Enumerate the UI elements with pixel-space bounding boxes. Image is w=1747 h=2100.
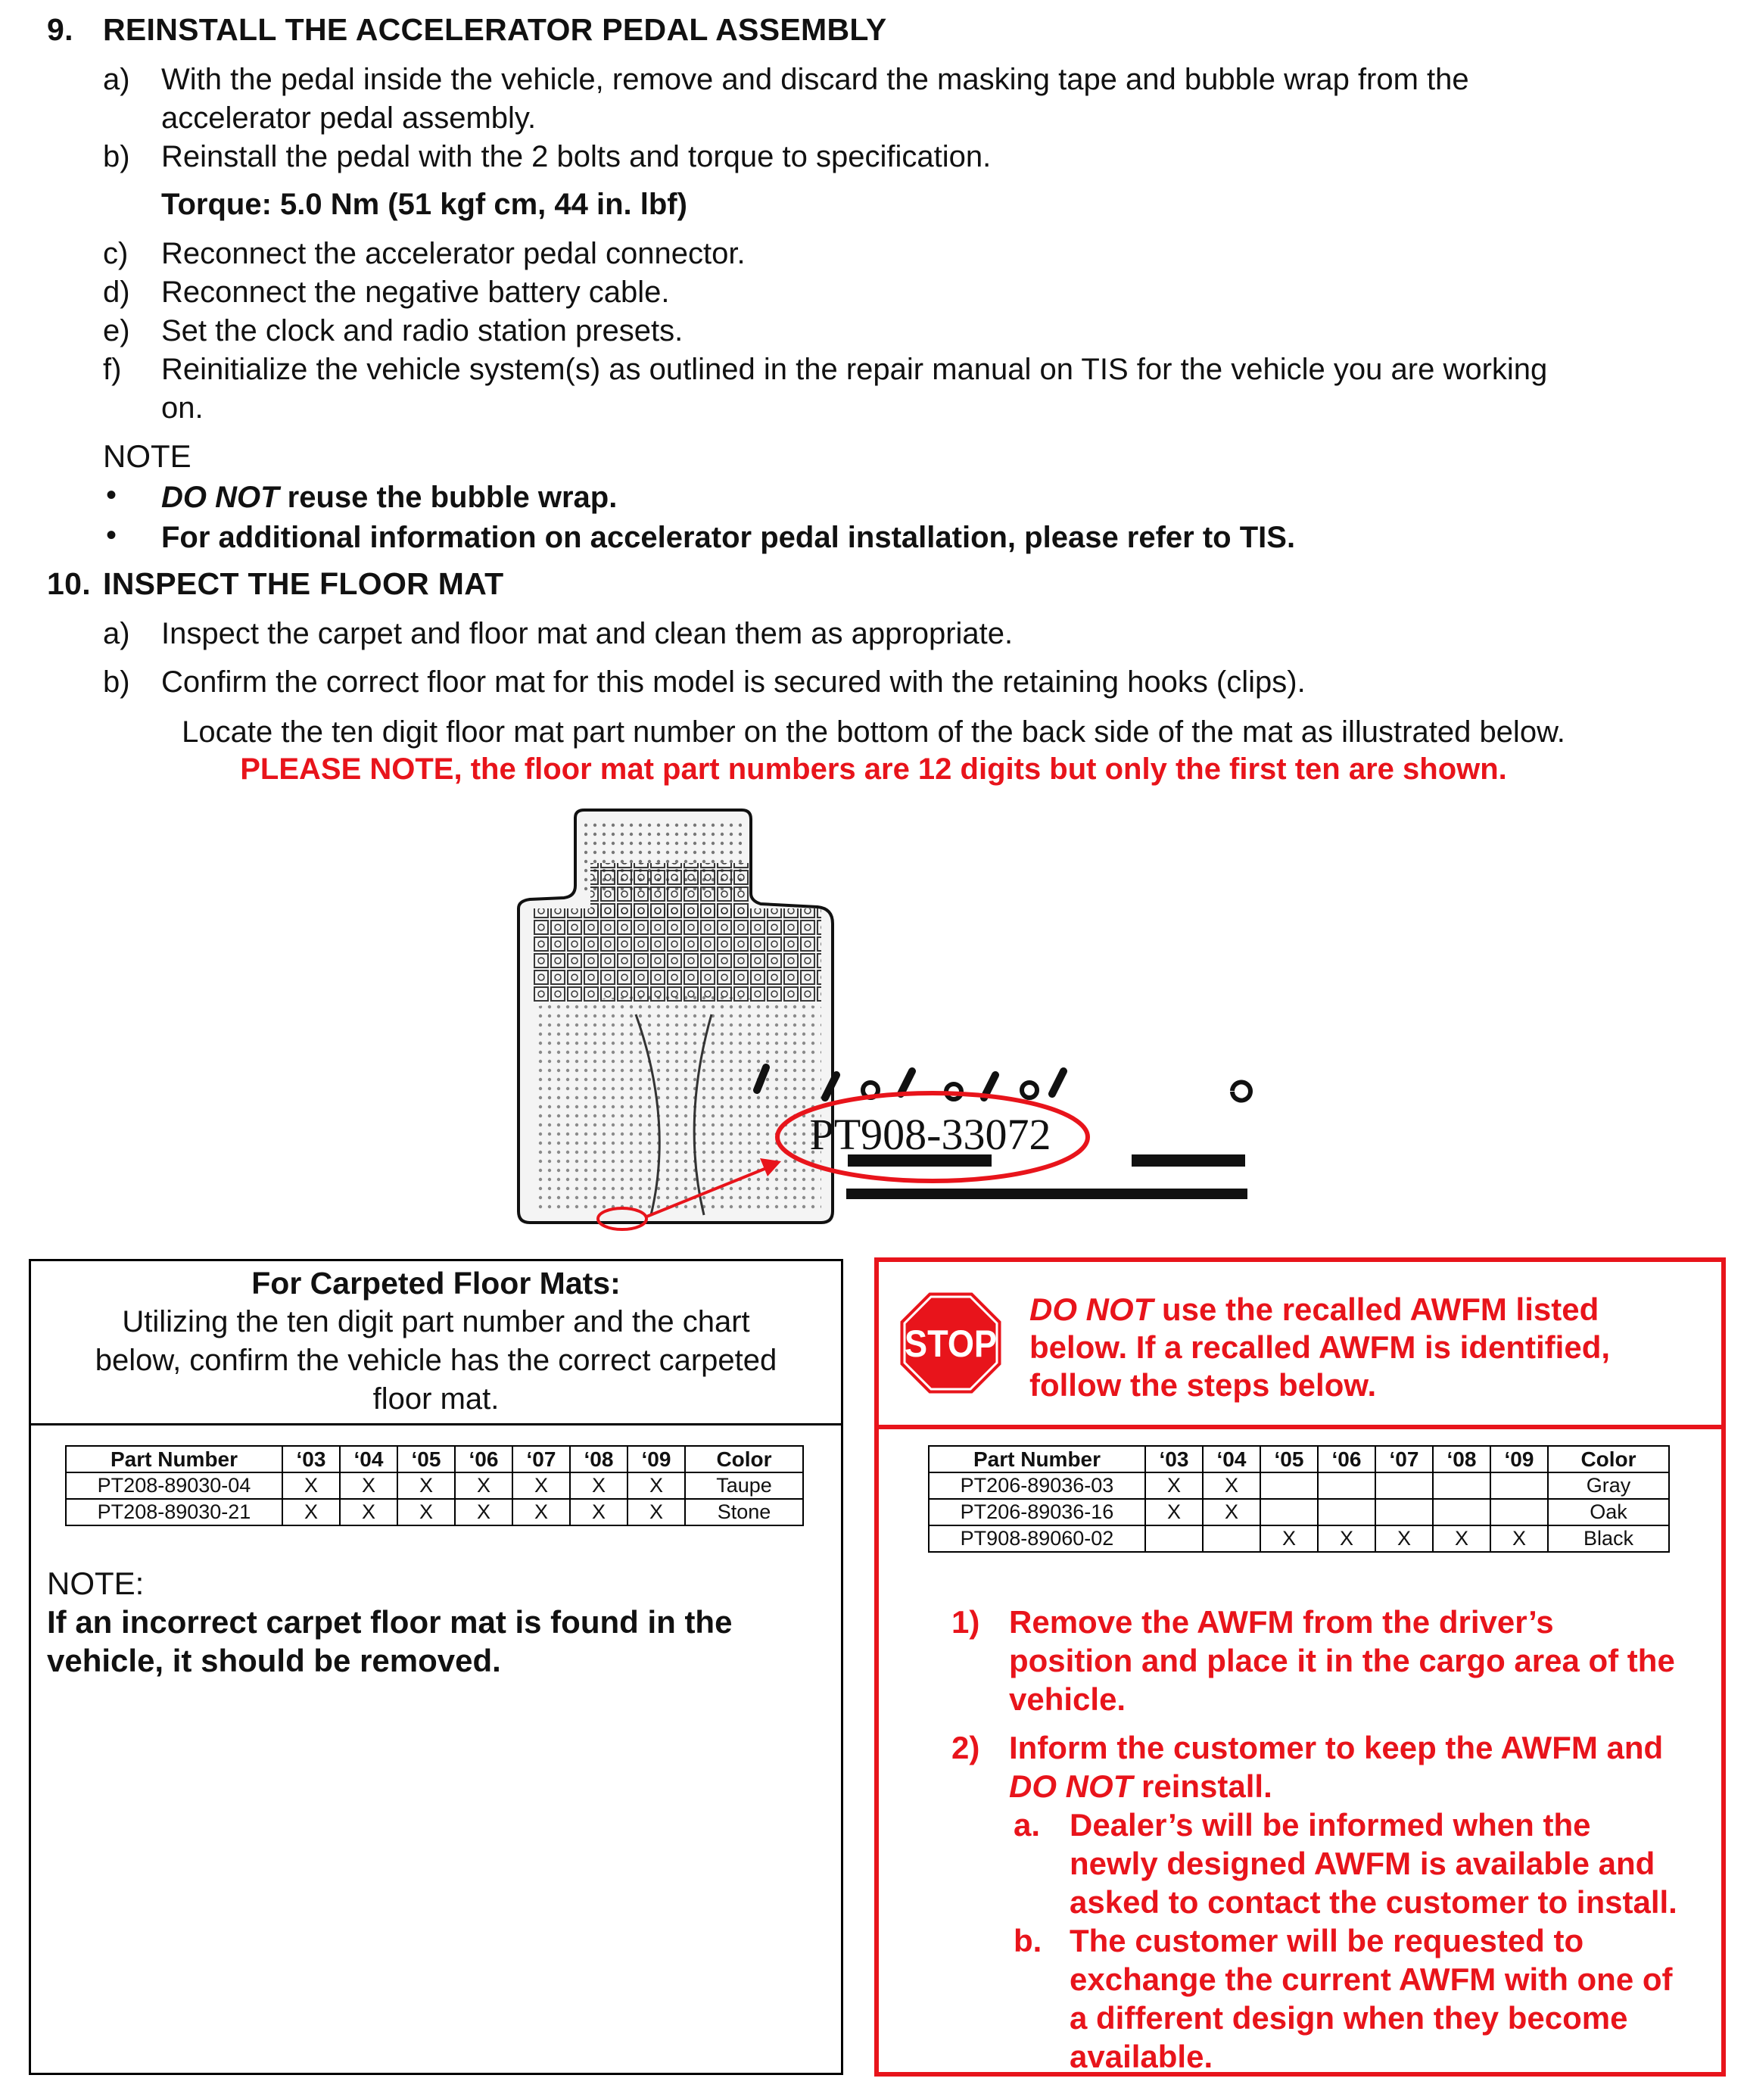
recall-step1-line1: Remove the AWFM from the driver’s xyxy=(1009,1604,1554,1640)
recall-warning-line1 xyxy=(1029,1290,1599,1329)
table-cell: X xyxy=(1375,1525,1433,1552)
table-cell: X xyxy=(1203,1472,1260,1499)
table-cell: Black xyxy=(1548,1525,1669,1552)
carpeted-note-line1: If an incorrect carpet floor mat is found in the xyxy=(47,1604,733,1640)
recall-warning-line2: below. If a recalled AWFM is identified, xyxy=(1029,1329,1611,1365)
table-header-row xyxy=(66,1446,803,1472)
step9-c-text: Reconnect the accelerator pedal connector. xyxy=(161,237,746,270)
table-cell: X xyxy=(1318,1525,1375,1552)
locate-instruction: Locate the ten digit floor mat part number on the bottom of the back side of the mat as illustrated below. xyxy=(182,715,1565,749)
recall-substep-a-line2: newly designed AWFM is available and xyxy=(1070,1846,1655,1881)
table-cell: X xyxy=(282,1472,340,1499)
column-header: ‘05 xyxy=(1260,1446,1318,1472)
table-cell xyxy=(1433,1472,1490,1499)
column-header: Part Number xyxy=(929,1446,1145,1472)
carpeted-parts-table xyxy=(65,1445,804,1526)
column-header: ‘09 xyxy=(1490,1446,1548,1472)
column-header: ‘08 xyxy=(1433,1446,1490,1472)
carpeted-box-divider xyxy=(29,1423,843,1425)
recall-step2-number: 2) xyxy=(951,1730,980,1765)
recall-step2-line1: Inform the customer to keep the AWFM and xyxy=(1009,1730,1664,1765)
recall-step1-line3: vehicle. xyxy=(1009,1681,1126,1717)
table-cell: X xyxy=(340,1499,397,1525)
table-cell: X xyxy=(1145,1499,1203,1525)
recall-step1-number: 1) xyxy=(951,1604,980,1640)
step9-e-label: e) xyxy=(103,314,130,347)
table-cell: Oak xyxy=(1548,1499,1669,1525)
recall-warning-line3: follow the steps below. xyxy=(1029,1367,1377,1403)
table-cell: X xyxy=(282,1499,340,1525)
table-cell xyxy=(1375,1472,1433,1499)
recall-substep-b-label: b. xyxy=(1014,1923,1042,1958)
table-cell xyxy=(1433,1499,1490,1525)
bullet: • xyxy=(106,519,117,552)
recall-substep-b-line2: exchange the current AWFM with one of xyxy=(1070,1961,1673,1997)
table-cell: X xyxy=(570,1499,627,1525)
column-header: ‘07 xyxy=(512,1446,570,1472)
table-cell: PT208-89030-04 xyxy=(66,1472,282,1499)
note-2: For additional information on accelerator pedal installation, please refer to TIS. xyxy=(161,521,1296,554)
column-header: ‘03 xyxy=(282,1446,340,1472)
table-cell: X xyxy=(1490,1525,1548,1552)
table-cell: X xyxy=(397,1472,455,1499)
table-cell: PT206-89036-03 xyxy=(929,1472,1145,1499)
step10-title: INSPECT THE FLOOR MAT xyxy=(103,566,504,601)
carpeted-note-title: NOTE: xyxy=(47,1566,145,1601)
table-cell xyxy=(1318,1472,1375,1499)
step9-title: REINSTALL THE ACCELERATOR PEDAL ASSEMBLY xyxy=(103,12,887,47)
table-cell: X xyxy=(1203,1499,1260,1525)
table-cell: PT908-89060-02 xyxy=(929,1525,1145,1552)
recall-warning-emphasis: DO NOT xyxy=(1029,1291,1154,1327)
column-header: ‘04 xyxy=(340,1446,397,1472)
table-cell xyxy=(1318,1499,1375,1525)
step9-f-label: f) xyxy=(103,353,122,386)
bullet: • xyxy=(106,478,117,512)
step9-a-line1: With the pedal inside the vehicle, remove and discard the masking tape and bubble wrap from the xyxy=(161,63,1469,96)
recall-substep-a-label: a. xyxy=(1014,1807,1041,1843)
table-cell: Stone xyxy=(685,1499,803,1525)
floor-mat-shape xyxy=(518,810,833,1229)
recall-box-divider xyxy=(874,1425,1726,1429)
carpeted-line2: below, confirm the vehicle has the correct carpeted xyxy=(95,1344,777,1377)
table-row xyxy=(929,1525,1669,1552)
step9-b-text: Reinstall the pedal with the 2 bolts and torque to specification. xyxy=(161,140,992,173)
recall-warning-rest: use the recalled AWFM listed xyxy=(1153,1291,1599,1327)
column-header: Color xyxy=(685,1446,803,1472)
step9-number: 9. xyxy=(47,12,73,47)
column-header: ‘09 xyxy=(627,1446,685,1472)
step9-e-text: Set the clock and radio station presets. xyxy=(161,314,684,347)
column-header: ‘06 xyxy=(1318,1446,1375,1472)
table-cell: X xyxy=(340,1472,397,1499)
table-cell: X xyxy=(1433,1525,1490,1552)
step10-b-label: b) xyxy=(103,665,130,699)
table-cell: X xyxy=(397,1499,455,1525)
please-note: PLEASE NOTE, the floor mat part numbers are 12 digits but only the first ten are shown. xyxy=(240,752,1507,786)
table-cell: PT208-89030-21 xyxy=(66,1499,282,1525)
table-cell: X xyxy=(512,1472,570,1499)
carpeted-line3: floor mat. xyxy=(372,1382,500,1416)
carpeted-line1: Utilizing the ten digit part number and the chart xyxy=(122,1305,750,1338)
note-1-rest: reuse the bubble wrap. xyxy=(279,481,618,514)
step10-b-text: Confirm the correct floor mat for this model is secured with the retaining hooks (clips). xyxy=(161,665,1306,699)
recall-substep-b-line4: available. xyxy=(1070,2039,1213,2074)
table-cell xyxy=(1260,1499,1318,1525)
table-cell: X xyxy=(512,1499,570,1525)
step9-c-label: c) xyxy=(103,237,129,270)
table-row xyxy=(66,1499,803,1525)
table-cell: X xyxy=(627,1472,685,1499)
recall-substep-b-line3: a different design when they become xyxy=(1070,2000,1628,2036)
column-header: ‘03 xyxy=(1145,1446,1203,1472)
table-cell xyxy=(1260,1472,1318,1499)
column-header: Part Number xyxy=(66,1446,282,1472)
column-header: Color xyxy=(1548,1446,1669,1472)
table-cell: X xyxy=(1260,1525,1318,1552)
column-header: ‘04 xyxy=(1203,1446,1260,1472)
table-cell: Gray xyxy=(1548,1472,1669,1499)
table-cell: X xyxy=(570,1472,627,1499)
note-title: NOTE xyxy=(103,438,192,474)
recalled-parts-table xyxy=(928,1445,1670,1553)
table-row xyxy=(929,1499,1669,1525)
table-cell xyxy=(1490,1499,1548,1525)
torque-spec: Torque: 5.0 Nm (51 kgf cm, 44 in. lbf) xyxy=(161,188,687,221)
recall-substep-a-line3: asked to contact the customer to install. xyxy=(1070,1884,1677,1920)
step9-f-line2: on. xyxy=(161,391,204,425)
stop-sign-icon xyxy=(898,1290,1004,1396)
recall-step2-emphasis: DO NOT xyxy=(1009,1768,1133,1804)
stop-sign-text: STOP xyxy=(905,1323,997,1365)
table-cell: PT206-89036-16 xyxy=(929,1499,1145,1525)
recall-step1-line2: position and place it in the cargo area of the xyxy=(1009,1643,1675,1678)
step10-a-label: a) xyxy=(103,617,130,650)
table-cell xyxy=(1375,1499,1433,1525)
carpeted-title: For Carpeted Floor Mats: xyxy=(251,1266,621,1301)
table-row xyxy=(929,1472,1669,1499)
table-cell xyxy=(1145,1525,1203,1552)
step9-a-line2: accelerator pedal assembly. xyxy=(161,101,537,135)
table-cell: Taupe xyxy=(685,1472,803,1499)
table-cell: X xyxy=(1145,1472,1203,1499)
table-cell: X xyxy=(455,1499,512,1525)
step9-d-label: d) xyxy=(103,276,130,309)
column-header: ‘07 xyxy=(1375,1446,1433,1472)
step9-b-label: b) xyxy=(103,140,130,173)
recall-substep-a-line1: Dealer’s will be informed when the xyxy=(1070,1807,1591,1843)
note-1 xyxy=(161,478,617,517)
recall-step2-rest: reinstall. xyxy=(1132,1768,1272,1804)
carpeted-note-line2: vehicle, it should be removed. xyxy=(47,1643,501,1678)
column-header: ‘08 xyxy=(570,1446,627,1472)
callout-part-number: PT908-33072 xyxy=(809,1110,1051,1159)
step9-f-line1: Reinitialize the vehicle system(s) as outlined in the repair manual on TIS for the vehicle you are working xyxy=(161,353,1548,386)
recall-substep-b-line1: The customer will be requested to xyxy=(1070,1923,1584,1958)
table-header-row xyxy=(929,1446,1669,1472)
step10-a-text: Inspect the carpet and floor mat and clean them as appropriate. xyxy=(161,617,1014,650)
step10-number: 10. xyxy=(47,566,91,601)
table-cell: X xyxy=(455,1472,512,1499)
step9-d-text: Reconnect the negative battery cable. xyxy=(161,276,670,309)
table-cell xyxy=(1490,1472,1548,1499)
step9-a-label: a) xyxy=(103,63,130,96)
table-cell: X xyxy=(627,1499,685,1525)
column-header: ‘05 xyxy=(397,1446,455,1472)
note-1-emphasis: DO NOT xyxy=(161,481,279,514)
floor-mat-illustration xyxy=(500,802,1272,1234)
table-row xyxy=(66,1472,803,1499)
table-cell xyxy=(1203,1525,1260,1552)
recall-step2-line2 xyxy=(1009,1767,1272,1806)
column-header: ‘06 xyxy=(455,1446,512,1472)
